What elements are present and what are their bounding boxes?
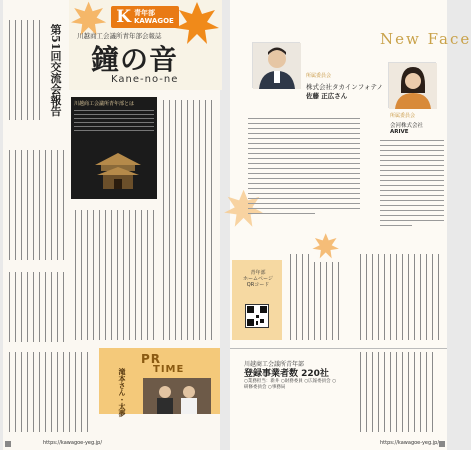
right-page [230, 0, 471, 450]
members-count: 登録事業者数 220社 [244, 369, 329, 379]
logo-jp: 青年部 [133, 9, 155, 17]
member2-label: 所属委員会 [390, 113, 416, 119]
maple-leaf-icon [175, 0, 220, 50]
pr-title: PR [141, 352, 162, 366]
left-page [3, 0, 220, 450]
logo-mark: K [116, 7, 131, 27]
homepage-qr-label: 青年部 ホームページ QRコード [243, 270, 273, 288]
about-box [71, 97, 157, 199]
article-headline: 第51回交流会報告 [49, 24, 62, 117]
member2-company: 会河株式会社 [390, 123, 424, 129]
bell-tower-icon [89, 149, 147, 191]
member2-person: ARIVE [390, 129, 409, 135]
pr-time-label: TIME [153, 364, 185, 375]
divider [230, 348, 447, 349]
member1-article [248, 118, 360, 218]
kawagoe-logo [111, 6, 179, 28]
magazine-romaji: Kane-no-ne [111, 74, 179, 85]
pr-photo [143, 378, 211, 414]
logo-en: KAWAGOE [133, 17, 174, 25]
magazine-title: 鐘の音 [91, 43, 179, 76]
members-title: 川越商工会議所青年部 [244, 361, 305, 368]
section-title: New Face [380, 30, 471, 48]
member-photo-2 [388, 62, 436, 108]
maple-leaf-icon [312, 232, 340, 262]
page-number-left [5, 441, 11, 447]
page-number-right [439, 441, 445, 447]
qr-code-icon[interactable] [245, 304, 269, 328]
member1-label: 所属委員会 [306, 73, 332, 79]
member-photo-1 [252, 42, 300, 88]
magazine-subtitle: 川越商工会議所青年部会報誌 [77, 32, 162, 40]
members-list: ○業務担当：新井 ○財務委員 ○広報委員会 ○研修委員会 ○事務局 [244, 379, 336, 390]
member1-company: 株式会社タカインフォテノ [306, 83, 384, 91]
pr-name: 滝本さん・太夢 [118, 368, 126, 417]
footer-url-left[interactable]: https://kawagoe-yeg.jp/ [43, 440, 103, 446]
footer-url-right[interactable]: https://kawagoe-yeg.jp/ [380, 440, 440, 446]
member1-person: 佐藤 正広さん [306, 92, 348, 100]
member2-article [380, 140, 444, 230]
about-box-title: 川越商工会議所青年部とは [74, 101, 135, 107]
